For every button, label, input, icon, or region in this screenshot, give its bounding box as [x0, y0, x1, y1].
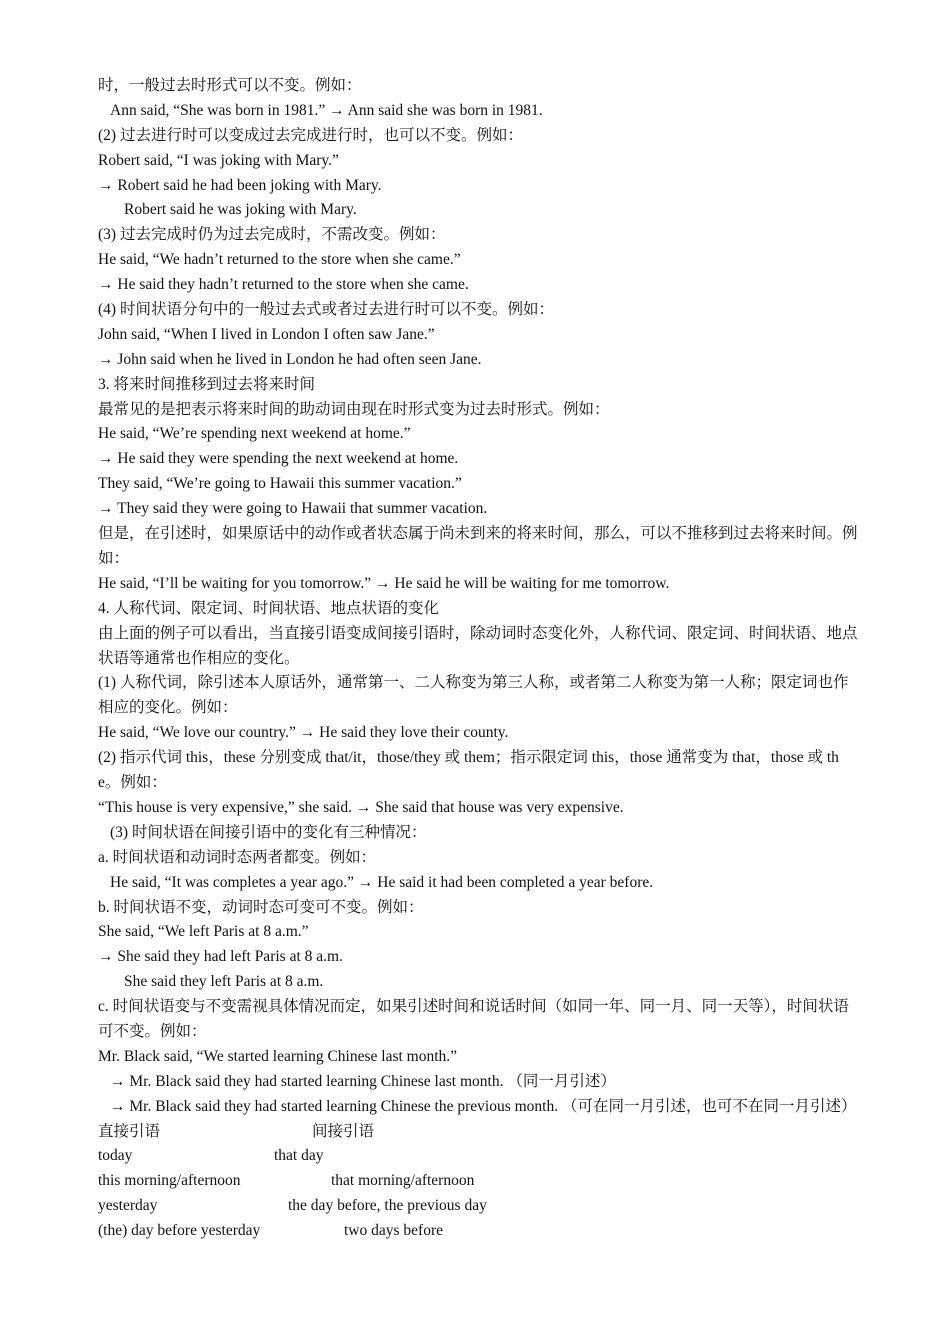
example-line: He said, “We love our country.” → He said they love their county. — [98, 724, 509, 742]
example-line: → She said they had left Paris at 8 a.m. — [98, 948, 343, 966]
example-line: → They said they were going to Hawaii that summer vacation. — [98, 500, 488, 518]
rule-paragraph: c. 时间状语变与不变需视具体情况而定，如果引述时间和说话时间（如同一年、同一月、同一天等），时间状语可不变。例如： — [98, 998, 849, 1040]
text-paragraph: 由上面的例子可以看出，当直接引语变成间接引语时，除动词时态变化外，人称代词、限定词、时间状语、地点状语等通常也作相应的变化。 — [98, 624, 858, 667]
table-header-direct: 直接引语 — [98, 1122, 161, 1140]
rule-heading: a. 时间状语和动词时态两者都变。例如： — [98, 848, 377, 866]
rule-heading: (4) 时间状语分句中的一般过去式或者过去进行时可以不变。例如： — [98, 301, 554, 319]
table-row — [98, 1169, 858, 1194]
example-line: → John said when he lived in London he had often seen Jane. — [98, 350, 482, 368]
conversion-table — [98, 1120, 858, 1244]
text-paragraph: 但是，在引述时，如果原话中的动作或者状态属于尚未到来的将来时间，那么，可以不推移到过去将来时间。例如： — [98, 525, 858, 567]
table-cell-indirect: the day before, the previous day — [288, 1197, 487, 1215]
table-row — [98, 1144, 858, 1169]
example-line: Robert said, “I was joking with Mary.” — [98, 151, 339, 169]
example-line: Ann said, “She was born in 1981.” → Ann said she was born in 1981. — [110, 101, 543, 119]
example-line: She said they left Paris at 8 a.m. — [124, 973, 324, 991]
example-line: “This house is very expensive,” she said. → She said that house was very expensive. — [98, 798, 624, 816]
rule-heading: (3) 过去完成时仍为过去完成时，不需改变。例如： — [98, 226, 446, 244]
example-line: John said, “When I lived in London I often saw Jane.” — [98, 325, 435, 343]
table-cell-direct: yesterday — [98, 1197, 158, 1215]
example-line: → Mr. Black said they had started learning Chinese last month. （同一月引述） — [110, 1072, 616, 1090]
example-line: → He said they hadn’t returned to the store when she came. — [98, 276, 469, 294]
table-header-indirect: 间接引语 — [312, 1122, 375, 1140]
table-cell-direct: (the) day before yesterday — [98, 1222, 261, 1240]
table-header — [98, 1120, 858, 1145]
example-line: He said, “We hadn’t returned to the store when she came.” — [98, 251, 461, 269]
example-line: → He said they were spending the next weekend at home. — [98, 450, 459, 468]
table-cell-direct: this morning/afternoon — [98, 1172, 241, 1190]
rule-paragraph: (1) 人称代词，除引述本人原话外，通常第一、二人称变为第三人称，或者第二人称变为第一人称；限定词也作相应的变化。例如： — [98, 674, 849, 717]
rule-paragraph: (2) 指示代词 this，these 分别变成 that/it，those/they 或 them；指示限定词 this，those 通常变为 that，those 或 the。例如： — [98, 749, 839, 792]
table-row — [98, 1219, 858, 1244]
rule-heading: b. 时间状语不变，动词时态可变可不变。例如： — [98, 898, 424, 916]
table-row — [98, 1194, 858, 1219]
example-line: He said, “It was completes a year ago.” → He said it had been completed a year before. — [110, 873, 654, 891]
rule-heading: (2) 过去进行时可以变成过去完成进行时，也可以不变。例如： — [98, 126, 523, 144]
table-cell-indirect: that morning/afternoon — [331, 1172, 475, 1190]
table-cell-indirect: that day — [274, 1147, 324, 1165]
text-line: 时，一般过去时形式可以不变。例如： — [98, 77, 362, 94]
text-line: 最常见的是把表示将来时间的助动词由现在时形式变为过去时形式。例如： — [98, 400, 610, 418]
example-line: She said, “We left Paris at 8 a.m.” — [98, 923, 309, 941]
example-line: Robert said he was joking with Mary. — [124, 201, 357, 219]
document-page — [98, 74, 858, 1244]
rule-heading: (3) 时间状语在间接引语中的变化有三种情况： — [110, 823, 427, 841]
section-heading: 3. 将来时间推移到过去将来时间 — [98, 375, 316, 393]
example-line: Mr. Black said, “We started learning Chinese last month.” — [98, 1047, 458, 1065]
example-line: He said, “We’re spending next weekend at home.” — [98, 425, 411, 443]
section-heading: 4. 人称代词、限定词、时间状语、地点状语的变化 — [98, 599, 440, 617]
example-line: He said, “I’ll be waiting for you tomorrow.” → He said he will be waiting for me tomorrow. — [98, 574, 670, 592]
example-line: They said, “We’re going to Hawaii this summer vacation.” — [98, 475, 462, 493]
table-cell-indirect: two days before — [344, 1222, 443, 1240]
example-line: → Robert said he had been joking with Mary. — [98, 176, 382, 194]
table-cell-direct: today — [98, 1147, 133, 1165]
example-line: → Mr. Black said they had started learning Chinese the previous month. （可在同一月引述，也可不在同一月引述） — [110, 1097, 857, 1115]
